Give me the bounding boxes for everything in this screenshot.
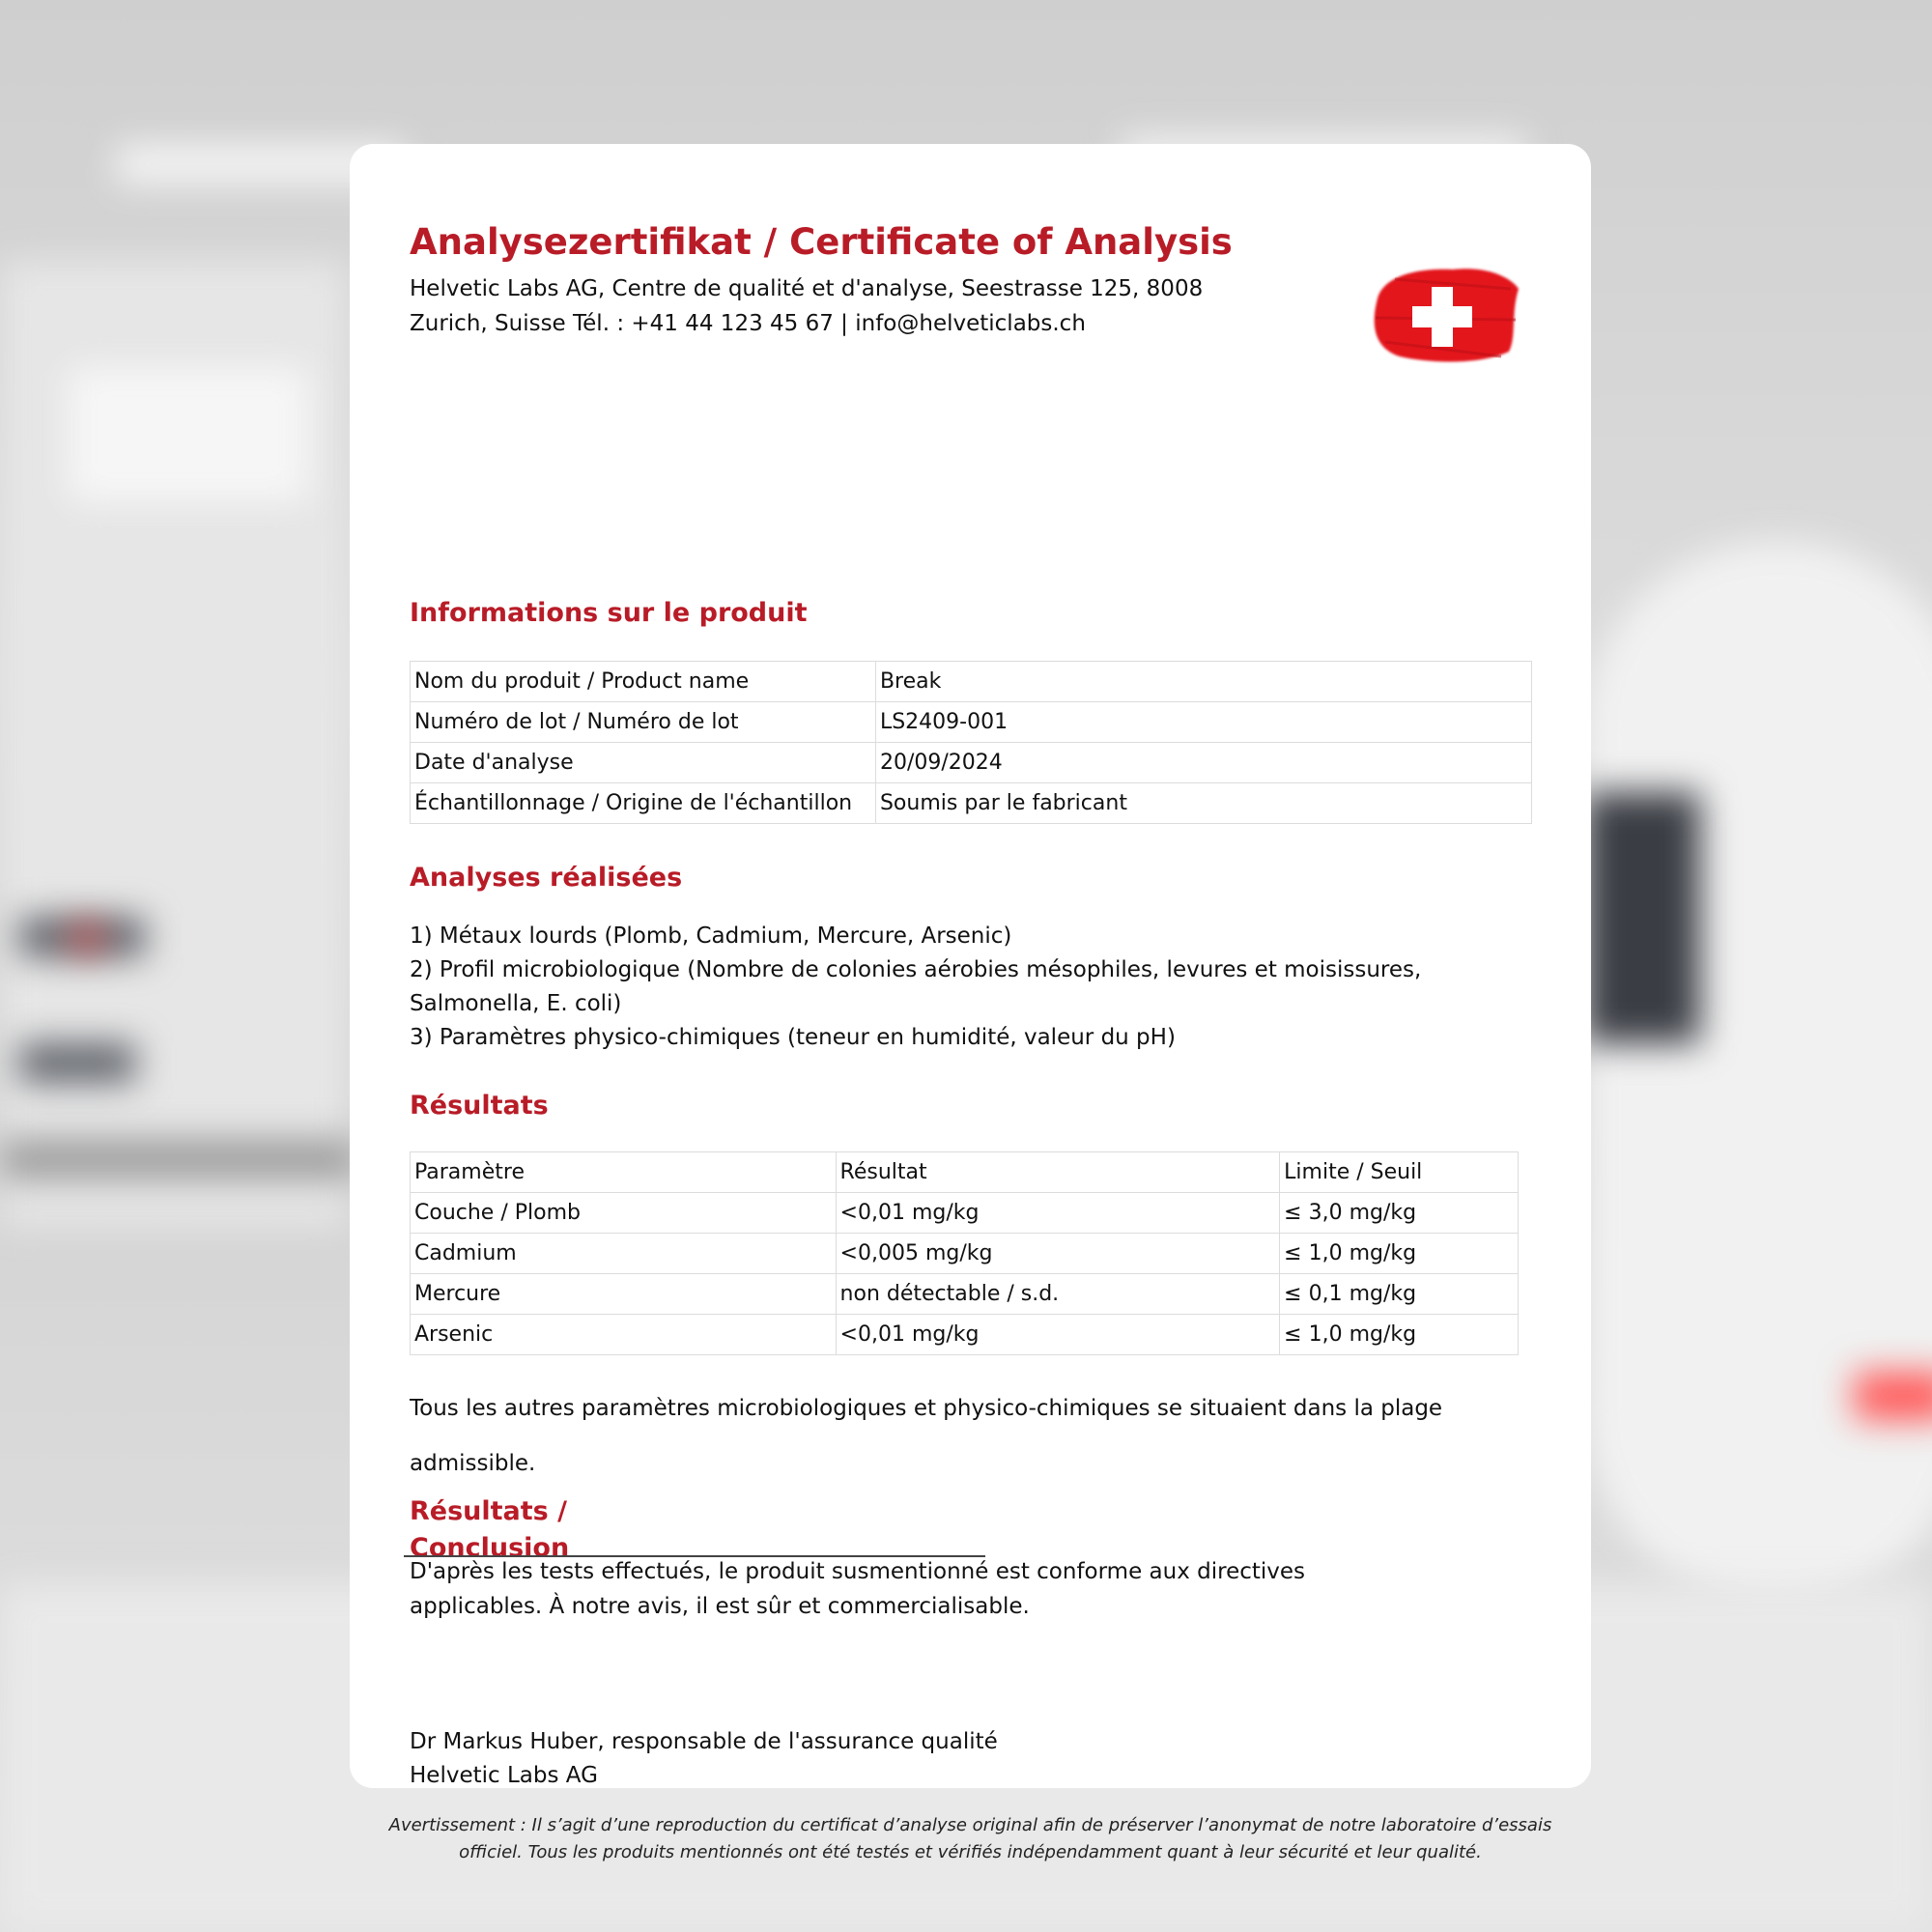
table-row: [411, 1274, 1519, 1315]
column-header: Limite / Seuil: [1280, 1152, 1519, 1193]
table-row: [411, 743, 1532, 783]
product-name-label: Nom du produit / Product name: [411, 662, 876, 702]
table-row: [411, 783, 1532, 824]
product-name-value: Break: [875, 662, 1531, 702]
result-cell: <0,01 mg/kg: [836, 1315, 1280, 1355]
product-info-table: [410, 661, 1532, 824]
lab-address: [410, 271, 1240, 341]
sample-origin-value: Soumis par le fabricant: [875, 783, 1531, 824]
disclaimer-line-2: officiel. Tous les produits mentionnés ont été testés et vérifiés indépendamment quant à leur sécurité et leur qualité.: [459, 1842, 1482, 1862]
certificate-title: Analysezertifikat / Certificate of Analysis: [410, 221, 1233, 263]
analyses-list: [410, 920, 1501, 1055]
swiss-flag-icon: [1366, 260, 1520, 366]
result-cell: <0,01 mg/kg: [836, 1193, 1280, 1234]
parameter-cell: Arsenic: [411, 1315, 837, 1355]
signature-line: [404, 1555, 985, 1557]
conclusion-text-line-1: D'après les tests effectués, le produit susmentionné est conforme aux directives: [410, 1559, 1306, 1584]
result-cell: <0,005 mg/kg: [836, 1234, 1280, 1274]
results-note: [410, 1381, 1520, 1492]
results-note-line-1: Tous les autres paramètres microbiologiques et physico-chimiques se situaient dans la plage: [410, 1396, 1443, 1421]
lot-number-label: Numéro de lot / Numéro de lot: [411, 702, 876, 743]
disclaimer: [350, 1812, 1591, 1866]
result-cell: non détectable / s.d.: [836, 1274, 1280, 1315]
limit-cell: ≤ 1,0 mg/kg: [1280, 1315, 1519, 1355]
parameter-cell: Cadmium: [411, 1234, 837, 1274]
limit-cell: ≤ 0,1 mg/kg: [1280, 1274, 1519, 1315]
list-item: 3) Paramètres physico-chimiques (teneur en humidité, valeur du pH): [410, 1025, 1176, 1050]
signer-name: Dr Markus Huber, responsable de l'assurance qualité: [410, 1729, 998, 1754]
address-line-2: Zurich, Suisse Tél. : +41 44 123 45 67 | info@helveticlabs.ch: [410, 311, 1086, 336]
limit-cell: ≤ 1,0 mg/kg: [1280, 1234, 1519, 1274]
analysis-date-label: Date d'analyse: [411, 743, 876, 783]
signer-block: [410, 1725, 1182, 1793]
parameter-cell: Mercure: [411, 1274, 837, 1315]
list-item: 2) Profil microbiologique (Nombre de colonies aérobies mésophiles, levures et moisissures, Salmonella, E. coli): [410, 957, 1422, 1016]
product-info-heading: Informations sur le produit: [410, 598, 808, 628]
table-row: [411, 1234, 1519, 1274]
limit-cell: ≤ 3,0 mg/kg: [1280, 1193, 1519, 1234]
analysis-date-value: 20/09/2024: [875, 743, 1531, 783]
list-item: 1) Métaux lourds (Plomb, Cadmium, Mercure, Arsenic): [410, 923, 1012, 949]
table-row: [411, 702, 1532, 743]
conclusion-heading-line-2: Conclusion: [410, 1533, 570, 1563]
sample-origin-label: Échantillonnage / Origine de l'échantillon: [411, 783, 876, 824]
table-row: [411, 1315, 1519, 1355]
results-table: [410, 1151, 1519, 1355]
lot-number-value: LS2409-001: [875, 702, 1531, 743]
results-heading: Résultats: [410, 1091, 549, 1121]
conclusion-text-line-2: applicables. À notre avis, il est sûr et commercialisable.: [410, 1594, 1030, 1619]
column-header: Résultat: [836, 1152, 1280, 1193]
table-header-row: [411, 1152, 1519, 1193]
signer-company: Helvetic Labs AG: [410, 1763, 598, 1788]
column-header: Paramètre: [411, 1152, 837, 1193]
table-row: [411, 662, 1532, 702]
address-line-1: Helvetic Labs AG, Centre de qualité et d'analyse, Seestrasse 125, 8008: [410, 276, 1204, 301]
conclusion-text: [410, 1554, 1376, 1624]
certificate-card: [350, 144, 1591, 1788]
table-row: [411, 1193, 1519, 1234]
analyses-heading: Analyses réalisées: [410, 863, 683, 893]
conclusion-heading-line-1: Résultats /: [410, 1496, 568, 1526]
disclaimer-line-1: Avertissement : Il s’agit d’une reproduction du certificat d’analyse original afin de préserver l’anonymat de notre laboratoire d’essais: [388, 1815, 1552, 1835]
parameter-cell: Couche / Plomb: [411, 1193, 837, 1234]
results-note-line-2: admissible.: [410, 1451, 536, 1476]
